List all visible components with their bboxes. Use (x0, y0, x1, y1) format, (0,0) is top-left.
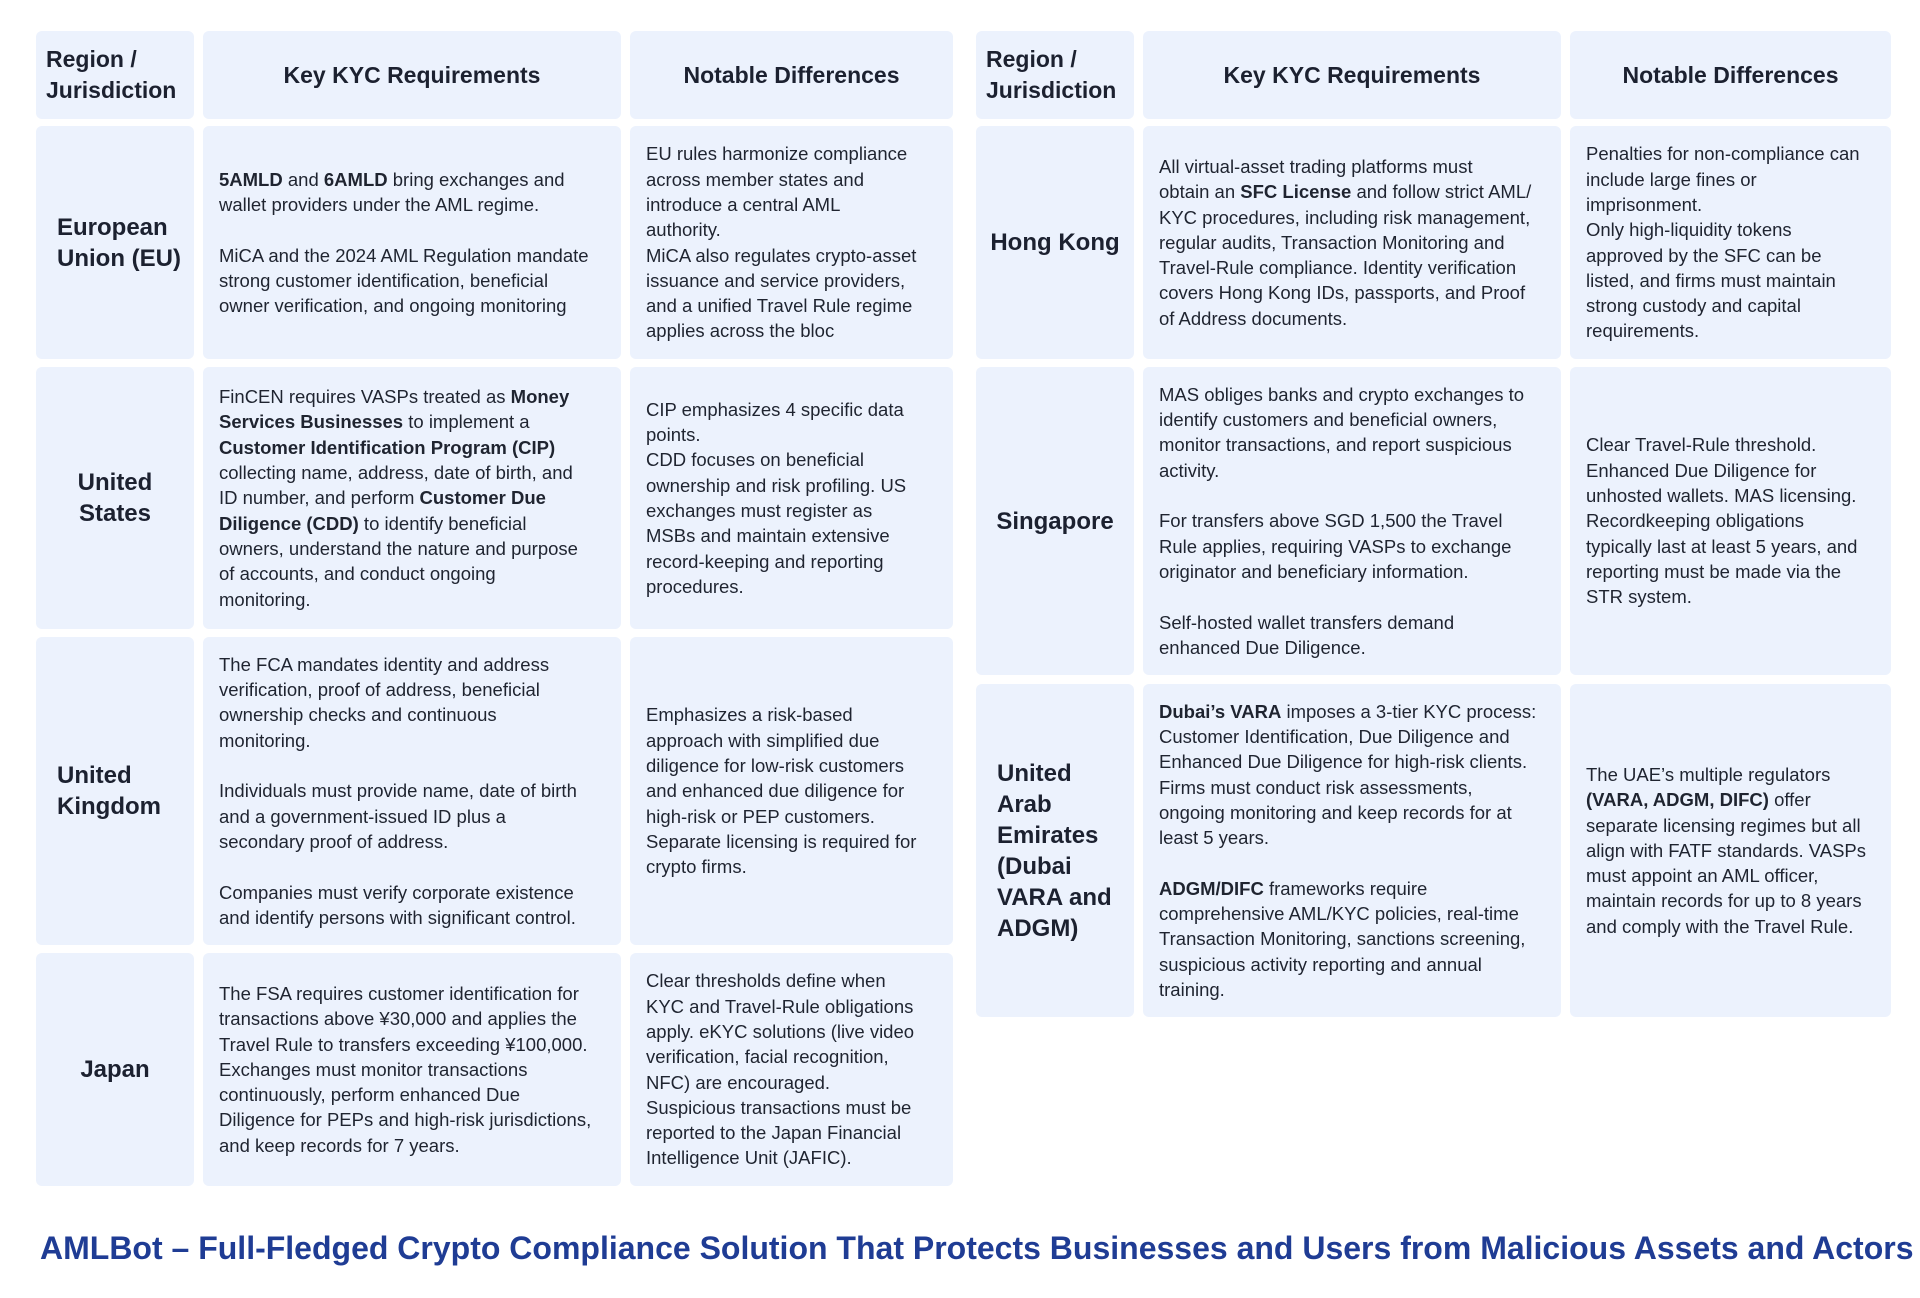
bold-term: 5AMLD (219, 168, 283, 190)
requirements-eu (203, 126, 621, 359)
left-header-differences: Notable Differences (630, 31, 953, 119)
bold-term: Customer Due Diligence (CDD) (219, 487, 546, 534)
region-uk: United Kingdom (36, 637, 194, 945)
requirements-singapore (1143, 367, 1561, 675)
region-japan: Japan (36, 953, 194, 1186)
right-header-region: Region / Jurisdiction (976, 31, 1134, 119)
bold-term: 6AMLD (323, 168, 388, 190)
text-run: The FCA mandates identity and address verification, proof of address, beneficial ownership checks and continuous monitoring. Individuals must provide name, date of birth and a government-issued ID plus a secondary proof of address. Companies must verify corporate existence and identify persons with significant control. (219, 653, 577, 928)
differences-hong-kong (1570, 126, 1891, 359)
text-run: CIP emphasizes 4 specific data points. CDD focuses on beneficial ownership and risk profiling. US exchanges must register as MSBs and maintain extensive record-keeping and reporting procedures. (646, 398, 907, 597)
bold-term: SFC License (1240, 181, 1352, 203)
region-eu: European Union (EU) (36, 126, 194, 359)
text-run: and follow strict AML/ KYC procedures, including risk management, regular audits, Transaction Monitoring and Travel-Rule compliance. Identity verification covers Hong Kong IDs, passports, and Proof of Address documents. (1159, 181, 1532, 329)
bold-term: Customer Identification Program (CIP) (219, 436, 556, 458)
text-run: offer separate licensing regimes but all align with FATF standards. VASPs must appoint an AML officer, maintain records for up to 8 years and comply with the Travel Rule. (1586, 789, 1867, 937)
footer-tagline: AMLBot – Full-Fledged Crypto Compliance Solution That Protects Businesses and Users from Malicious Assets and Actors (40, 1230, 1914, 1266)
bold-term: ADGM/DIFC (1159, 877, 1264, 899)
region-uae: United Arab Emirates (Dubai VARA and ADGM) (976, 684, 1134, 1017)
region-singapore: Singapore (976, 367, 1134, 675)
region-us: United States (36, 367, 194, 629)
text-run: MAS obliges banks and crypto exchanges to identify customers and beneficial owners, monitor transactions, and report suspicious activity. For transfers above SGD 1,500 the Travel Rule applies, requiring VASPs to exchange originator and beneficiary information. Self-hosted wallet transfers demand enhanced Due Diligence. (1159, 383, 1525, 658)
text-run: and (282, 168, 324, 190)
text-run: Emphasizes a risk-based approach with simplified due diligence for low-risk customers and enhanced due diligence for high-risk or PEP customers. Separate licensing is required for crypto firms. (646, 704, 917, 878)
left-header-requirements: Key KYC Requirements (203, 31, 621, 119)
text-run: Clear thresholds define when KYC and Travel-Rule obligations apply. eKYC solutions (live video verification, facial recognition, NFC) are encouraged. Suspicious transactions must be reported to the Japan Financial Intelligence Unit (JAFIC). (646, 970, 915, 1169)
right-header-requirements: Key KYC Requirements (1143, 31, 1561, 119)
differences-uae (1570, 684, 1891, 1017)
region-hong-kong: Hong Kong (976, 126, 1134, 359)
requirements-us (203, 367, 621, 629)
text-run: The FSA requires customer identification for transactions above ¥30,000 and applies the Travel Rule to transfers exceeding ¥100,000. Exchanges must monitor transactions continuously, perform enhanced Due Diligence for PEPs and high-risk jurisdictions, and keep records for 7 years. (219, 982, 592, 1156)
differences-uk (630, 637, 953, 945)
left-header-region: Region / Jurisdiction (36, 31, 194, 119)
text-run: collecting name, address, date of birth, and ID number, and perform (219, 462, 573, 509)
text-run: EU rules harmonize compliance across member states and introduce a central AML authority. MiCA also regulates crypto-asset issuance and service providers, and a unified Travel Rule regime applies across the bloc (646, 143, 917, 342)
differences-us (630, 367, 953, 629)
text-run: to implement a (408, 411, 530, 433)
text-run: bring exchanges and wallet providers under the AML regime. MiCA and the 2024 AML Regulation mandate strong customer identification, beneficial owner verification, and ongoing monitoring (219, 168, 589, 317)
text-run: FinCEN requires VASPs treated as (219, 386, 511, 408)
text-run: Clear Travel-Rule threshold. Enhanced Due Diligence for unhosted wallets. MAS licensing. Recordkeeping obligations typically last at least 5 years, and reporting must be made via the STR system. (1586, 434, 1858, 608)
bold-term: Dubai’s VARA (1159, 700, 1282, 722)
differences-singapore (1570, 367, 1891, 675)
bold-term: (VARA, ADGM, DIFC) (1586, 789, 1769, 811)
bold-term: Money Services Businesses (219, 386, 570, 433)
right-header-differences: Notable Differences (1570, 31, 1891, 119)
requirements-uk (203, 637, 621, 945)
text-run: The UAE’s multiple regulators (1586, 763, 1831, 785)
differences-japan (630, 953, 953, 1186)
requirements-hong-kong (1143, 126, 1561, 359)
text-run: to identify beneficial owners, understand the nature and purpose of accounts, and conduct ongoing monitoring. (219, 512, 578, 610)
text-run: Penalties for non-compliance can include large fines or imprisonment. Only high-liquidity tokens approved by the SFC can be listed, and firms must maintain strong custody and capital requirements. (1586, 143, 1860, 342)
text-run: imposes a 3-tier KYC process: Customer Identification, Due Diligence and Enhanced Due Diligence for high-risk clients. Firms must conduct risk assessments, ongoing monitoring and keep records for at least 5 years. (1159, 700, 1537, 849)
differences-eu (630, 126, 953, 359)
requirements-uae (1143, 684, 1561, 1017)
text-run: frameworks require comprehensive AML/KYC policies, real-time Transaction Monitoring, sanctions screening, suspicious activity reporting and annual training. (1159, 877, 1526, 1000)
requirements-japan (203, 953, 621, 1186)
text-run: All virtual-asset trading platforms must obtain an (1159, 155, 1473, 203)
